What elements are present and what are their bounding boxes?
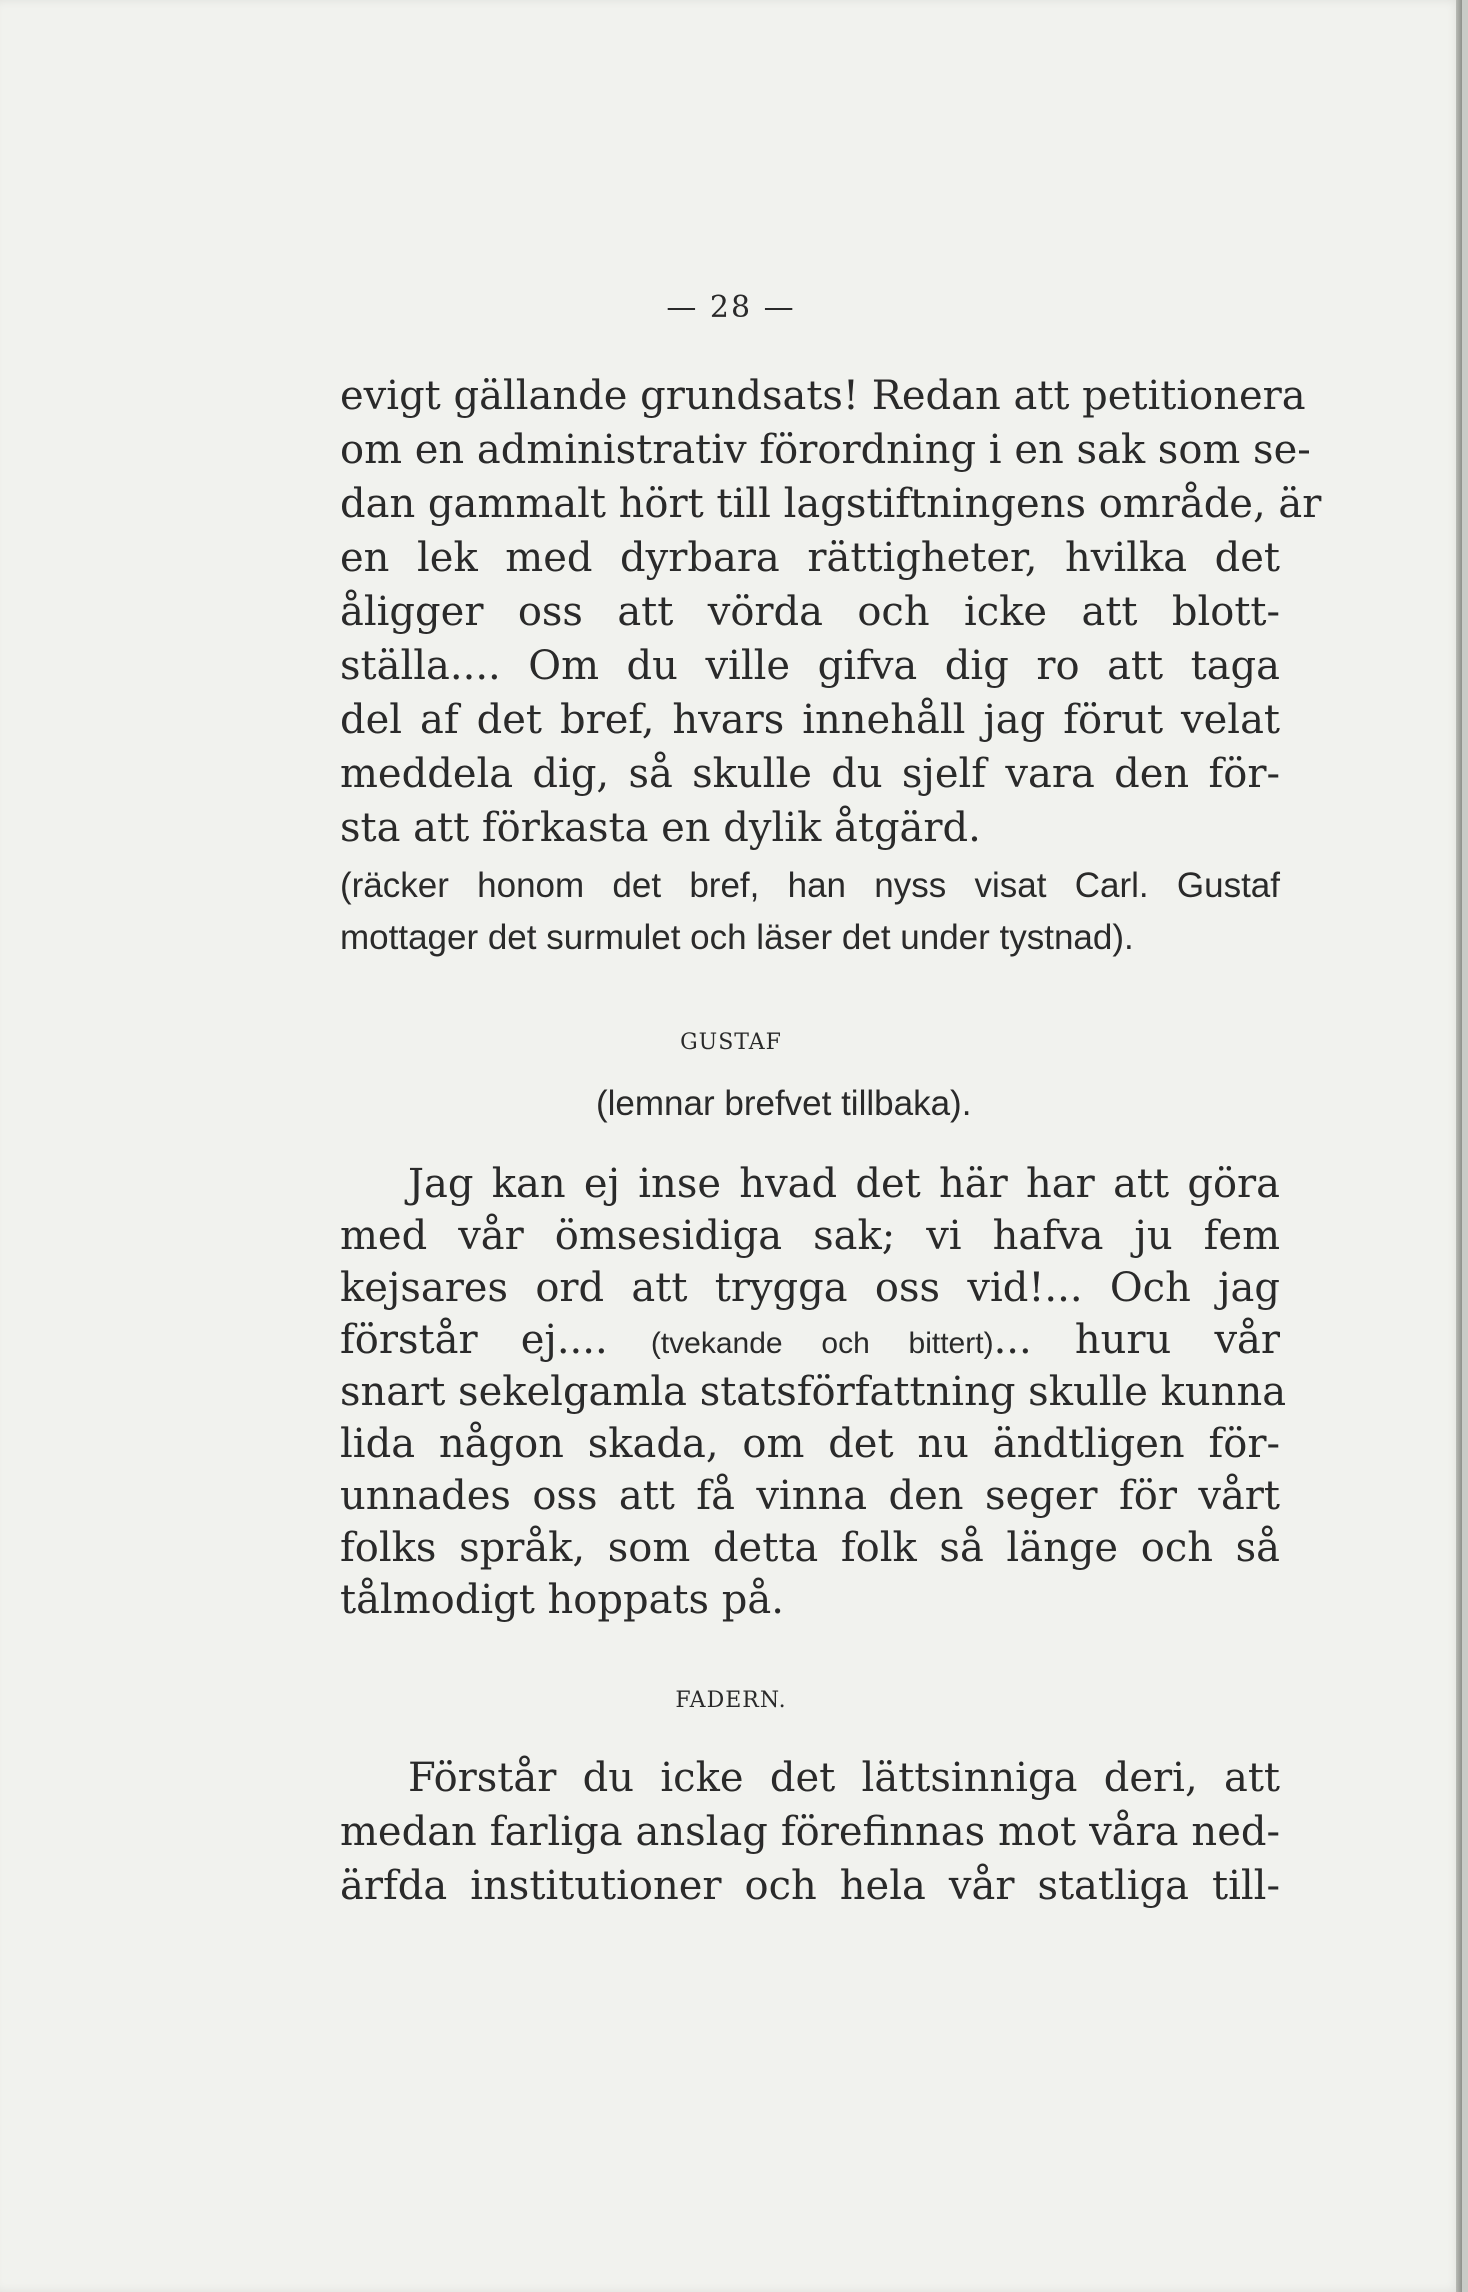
text-line: folks språk, som detta folk så länge och så	[340, 1525, 1280, 1571]
text-line: en lek med dyrbara rättigheter, hvilka det	[340, 535, 1280, 581]
text-line: del af det bref, hvars innehåll jag förut velat	[340, 697, 1280, 743]
text-line-mixed	[340, 1314, 1280, 1366]
stage-direction-line: (räcker honom det bref, han nyss visat Carl. Gustaf	[340, 866, 1280, 905]
page-number: — 28 —	[666, 290, 796, 325]
text-line: medan farliga anslag förefinnas mot våra ned-	[340, 1809, 1280, 1855]
text-line: ställa.... Om du ville gifva dig ro att taga	[340, 643, 1280, 689]
text-segment: förstår ej....	[340, 1317, 608, 1363]
text-line: snart sekelgamla statsförfattning skulle kunna	[340, 1369, 1287, 1415]
inline-stage-direction: (tvekande och bittert)	[650, 1327, 994, 1360]
speaker-name: GUSTAF	[680, 1030, 782, 1055]
text-line: Förstår du icke det lättsinniga deri, att	[408, 1755, 1280, 1801]
text-line: sta att förkasta en dylik åtgärd.	[340, 805, 981, 851]
text-line: Jag kan ej inse hvad det här har att göra	[408, 1161, 1280, 1207]
text-line: om en administrativ förordning i en sak som se-	[340, 427, 1311, 473]
text-line: meddela dig, så skulle du sjelf vara den för-	[340, 751, 1280, 797]
text-line: ärfda institutioner och hela vår statliga till-	[340, 1863, 1280, 1909]
text-line: tålmodigt hoppats på.	[340, 1577, 784, 1623]
speaker-direction: (lemnar brefvet tillbaka).	[596, 1084, 972, 1123]
text-line: med vår ömsesidiga sak; vi hafva ju fem	[340, 1213, 1280, 1259]
text-line: unnades oss att få vinna den seger för vårt	[340, 1473, 1280, 1519]
text-line: evigt gällande grundsats! Redan att petitionera	[340, 373, 1306, 419]
page-edge	[1456, 0, 1462, 2292]
text-line: dan gammalt hört till lagstiftningens område, är	[340, 481, 1322, 527]
text-segment: ... huru vår	[993, 1317, 1281, 1363]
speaker-name: FADERN.	[675, 1688, 787, 1713]
text-line: kejsares ord att trygga oss vid!... Och jag	[340, 1265, 1280, 1311]
text-line: lida någon skada, om det nu ändtligen för-	[340, 1421, 1280, 1467]
stage-direction-line: mottager det surmulet och läser det under tystnad).	[340, 918, 1134, 957]
text-line: åligger oss att vörda och icke att blott-	[340, 589, 1280, 635]
